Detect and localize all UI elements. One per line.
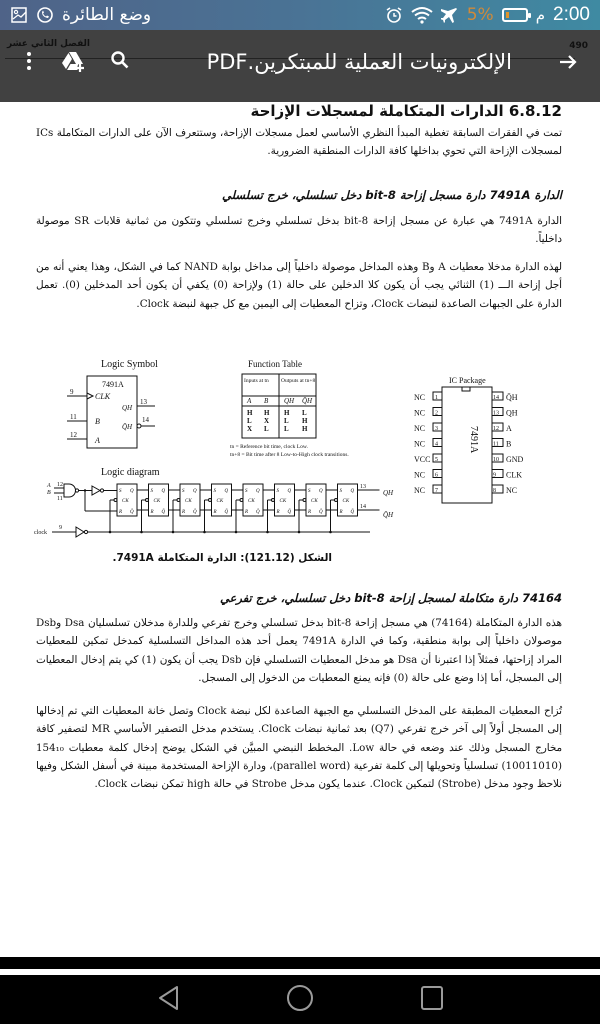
ic-pin-label: NC [506,486,518,495]
ff-qbar-label: Q̄ [161,510,166,515]
pin-clk-label: CLK [95,392,111,401]
ic-pin-label: VCC [414,455,431,464]
search-icon [110,50,130,74]
ff-q-label: Q [256,489,260,494]
notification-label: وضع الطائرة [62,5,152,25]
table-column-header: Q̄H [302,397,313,405]
ic-pin-label: NC [414,408,426,418]
nav-home-icon [286,984,314,1016]
ff-ck-label: CK [311,499,318,504]
logic-symbol-title: Logic Symbol [101,359,158,370]
ff-clock-bubble [146,499,149,502]
ic-package-chip: 7491A [468,426,479,454]
flip-flop [172,484,212,533]
nav-home-button[interactable] [270,975,330,1024]
ff-qbar-label: Q̄ [256,510,260,515]
flip-flop [266,484,306,533]
table-cell: X [264,417,270,425]
ff-clock-bubble [240,499,243,502]
flip-flop [140,484,180,533]
ff-r-label: R [245,510,249,515]
junction-dot [140,531,143,534]
logic-symbol-chip: 7491A [102,380,124,389]
junction-dot [203,531,206,534]
table-cell: L [302,409,307,417]
ff-r-label: R [150,510,154,515]
nav-back-icon [157,985,179,1015]
output-qh-label: QH [383,489,394,497]
flip-flop [235,484,275,533]
ic-pin-label: GND [506,455,524,464]
ff-ck-label: CK [185,499,192,504]
pin-qh-label: QH [122,404,133,412]
ic-pin-label: A [506,424,512,433]
ff-clock-bubble [303,499,306,502]
ff-q-label: Q [224,489,229,494]
search-button[interactable] [108,50,132,74]
am-pm-label: م [535,6,546,24]
ic-pin-number: 5 [435,457,438,463]
battery-level [506,12,509,18]
intro-paragraph: تمت في الفقرات السابقة تغطية المبدأ النظري الأساسي لعمل مسجلات الإزاحة، وستتعرف الآن على الدارات المتكاملة ICs لمسجلات الإزاحة التي تحوي بداخلها كافة الدارات المنطقية الضرورية. [36,127,562,158]
table-cell: L [284,417,289,425]
battery-icon [502,8,528,22]
ff-r-label: R [308,510,312,515]
junction-dot [298,531,301,534]
more-options-button[interactable] [22,48,36,74]
pin-12: 12 [70,431,77,439]
ic-pin-number: 13 [493,410,499,417]
ff-s-label: S [119,489,122,494]
ff-ck-label: CK [122,499,129,504]
output-14-pin: 14 [360,504,366,510]
ff-clock-bubble [272,499,275,502]
buffer-gate [92,486,100,495]
flip-flop [203,484,243,533]
ff-ck-label: CK [342,499,350,504]
page-bottom-bar [0,957,600,969]
ic-pin-label: NC [414,486,426,495]
ff-r-label: R [276,510,280,515]
nand-gate [64,484,76,497]
junction-dot [266,531,269,534]
subheading-74164: 74164 دارة متكاملة لمسجل إزاحة 8-bit دخل تسلسلي، خرج تفرعي [219,591,562,605]
ic-pin-label: CLK [506,470,522,480]
pin-9: 9 [70,388,74,396]
junction-dot [235,531,238,534]
ff-q-label: Q [350,489,355,494]
ic-pin-label: NC [414,470,426,480]
ic-pin-label: NC [414,393,426,402]
drive-add-icon [61,50,85,76]
ic-pin-number: 3 [435,426,438,432]
more-vert-icon-dot [27,59,31,63]
ic-pin-number: 12 [493,426,499,432]
ff-ck-label: CK [153,499,161,504]
pin-b-label: B [95,417,100,426]
ff-q-label: Q [130,489,134,494]
table-cell: L [264,425,269,433]
nav-back-button[interactable] [138,975,198,1024]
status-bar-left [10,5,151,25]
ic-package-title: IC Package [449,376,486,385]
alarm-icon [385,6,403,24]
input-a-label: A [47,483,51,489]
ff-s-label: S [182,489,185,494]
input-a-pin: 12 [57,482,63,488]
table-cell: L [284,425,289,433]
pdf-page[interactable] [0,102,600,957]
ic-pin-label: B [506,439,512,449]
logic-diagram-title: Logic diagram [101,467,160,478]
table-note-2: tn+8 = Bit time after 8 Low-to-High clock transitions. [230,452,349,458]
gallery-icon [10,6,28,24]
back-button[interactable] [556,52,580,76]
ff-s-label: S [245,489,248,494]
ff-qbar-label: Q̄ [319,510,323,515]
table-group-inputs: Inputs at tn [244,378,269,384]
ic-pin-label: QH [506,408,518,418]
figure-caption: الشكل (121.12): الدارة المتكاملة 7491A. [112,552,332,564]
input-b-pin: 11 [57,496,63,502]
ic-pin-number: 14 [493,395,499,401]
paragraph-74164-1: هذه الدارة المتكاملة (74164) هي مسجل إزاحة 8-bit بدخل تسلسلي وخرج تفرعي وللدارة مدخلان تسلسليان Dsa وDsb موصولان داخلياً إلى بوابة منطقية، وكما في الدارة 7491A يعمل أحد هذه المداخل التسلسلية كمدخل تمكين للمعطيات المراد إزاحتها، فمثلاً إذا اعتبرنا أن Dsa هو مدخل المعطيات التسلسلي فإن Dsb يجب أن يكون (1) كي يتم إدخال المعطيات إلى المسجل، أما إذا وضع على حالة (0) فإنه يمنع المعطيات من الدخول إلى المسجل. [36,617,562,684]
navigation-bar [0,975,600,1024]
paragraph-74164-2: تُزاح المعطيات المطبقة على المدخل التسلسلي مع الجبهة الصاعدة لكل نبضة Clock وتصل خانة المعطيات التي تم إدخالها إلى المسجل أولاً إلى آخر خرج تفرعي (Q7) بعد ثمانية نبضات Clock. يستخدم مدخل التصفير الأساسي MR لتصفير كافة مخارج المسجل وذلك عند وضعه في حالة Low. المخطط النبضي المبيَّن في الشكل يوضح إدخال كلمة معطيات 154₁₀ (10011010) تسلسلياً وتحويلها إلى كلمة تفرعية (parallel word)، ودارة الإزاحة المستخدمة مبينة في أسفل الشكل وفيها نلاحظ وجود مدخل (Strobe) لتمكين Clock. عندما يكون مدخل Strobe في حالة high تمكن نبضات Clock. [36,705,563,791]
table-note-1: tn = Reference bit time, clock Low. [230,444,308,450]
ic-pin-number: 6 [435,472,438,479]
battery-percent: 5% [466,5,494,25]
ic-package [414,376,524,503]
table-cell: X [247,425,253,433]
more-vert-icon-dot [27,52,31,56]
ff-s-label: S [213,489,216,494]
app-toolbar [0,30,600,102]
ff-r-label: R [119,510,123,515]
ff-q-label: Q [287,489,292,494]
output-qhbar-label: Q̄H [383,511,394,519]
add-to-drive-button[interactable] [60,50,86,76]
junction-dot [329,531,332,534]
page-running-header: الفصل الثاني عشر [7,39,91,49]
ff-clock-bubble [209,499,212,502]
junction-dot [172,531,175,534]
flip-flop [109,484,149,533]
pin-11: 11 [70,413,77,421]
pin-14: 14 [142,416,149,424]
ff-r-label: R [339,510,343,515]
airplane-icon [441,6,459,24]
clock-label: clock [34,530,47,536]
wifi-icon [411,6,433,24]
ic-pin-label: Q̄H [506,393,518,402]
table-cell: H [247,409,253,417]
ff-s-label: S [150,489,153,494]
ic-pin-number: 2 [435,410,438,417]
function-table [230,359,349,458]
ff-ck-label: CK [279,499,287,504]
table-cell: H [302,425,308,433]
ff-s-label: S [339,489,342,494]
page-number: 490 [569,41,588,51]
nav-recents-button[interactable] [402,975,462,1024]
ff-clock-bubble [114,499,117,502]
table-column-header: QH [284,397,295,405]
more-vert-icon [27,66,31,70]
table-column-header: B [264,397,269,405]
ff-clock-bubble [177,499,180,502]
ff-qbar-label: Q̄ [350,510,355,515]
pin-a-label: A [95,436,100,445]
table-cell: H [302,417,308,425]
ff-qbar-label: Q̄ [287,510,292,515]
status-bar [0,0,600,30]
whatsapp-icon [36,6,54,24]
ic-pin-number: 11 [493,441,499,448]
status-time: 2:00 [553,4,590,25]
ff-qbar-label: Q̄ [130,510,134,515]
flip-flop [329,484,379,533]
ff-s-label: S [276,489,279,494]
output-13-pin: 13 [360,484,366,490]
status-bar-right [385,4,590,26]
ic-pin-number: 9 [493,472,496,479]
ff-q-label: Q [161,489,166,494]
pin-13: 13 [140,398,147,406]
paragraph-7491a-2: لهذه الدارة مدخلا معطيات A وB وهذه المداخل موصولة داخلياً إلى مداخل بوابة NAND كما في الشكل، وهذا يعني أنه من أجل إزاحة الـــ (1) الثنائي يجب أن يكون كلا الدخلين على حالة (1) ولإزاحة (0) يكفي أن يكون أحد المدخلين (0). تعمل الدارة على الجبهات الصاعدة لنبضات Clock، وتزاح المعطيات إلى اليمين مع كل جبهة لنبضة Clock. [36,261,562,310]
ic-pin-label: NC [414,424,426,433]
ff-s-label: S [308,489,311,494]
document-title: الإلكترونيات العملية للمبتكرين.PDF [206,50,512,74]
logic-symbol [67,359,158,448]
figure-7491a [30,354,570,542]
subheading-7491a: الدارة 7491A دارة مسجل إزاحة 8-bit دخل تسلسلي، خرج تسلسلي [222,188,562,202]
table-cell: H [284,409,290,417]
function-table-title: Function Table [248,359,302,369]
table-column-header: A [247,397,252,405]
ff-clock-bubble [335,499,338,502]
ff-q-label: Q [319,489,323,494]
input-b-label: B [47,490,51,496]
ff-qbar-label: Q̄ [224,510,229,515]
clock-pin: 9 [59,525,62,531]
pin-qhbar-label: Q̄H [122,423,133,431]
ic-pin-label: NC [414,439,426,449]
ic-pin-number: 8 [493,488,496,494]
paragraph-7491a-1: الدارة 7491A هي عبارة عن مسجل إزاحة 8-bit بدخل تسلسلي وخرج تسلسلي وتتكون من ثمانية قلابات SR موصولة داخلياً. [36,215,562,246]
ic-pin-number: 7 [435,488,438,494]
arrow-right-icon [558,52,578,77]
ic-pin-number: 1 [435,395,438,401]
ic-pin-number: 10 [493,457,499,463]
logic-diagram [34,467,394,537]
ff-qbar-label: Q̄ [193,510,197,515]
ic-pin-number: 4 [435,441,438,448]
ff-ck-label: CK [216,499,224,504]
table-cell: H [264,409,270,417]
nav-recents-icon [420,985,444,1015]
ff-q-label: Q [193,489,197,494]
ff-r-label: R [182,510,186,515]
junction-dot [109,531,112,534]
table-cell: L [247,417,252,425]
flip-flop [298,484,338,533]
section-heading: 6.8.12 الدارات المتكاملة لمسجلات الإزاحة [250,102,562,120]
table-group-outputs: Outputs at tn+8 [281,378,316,384]
ff-r-label: R [213,510,217,515]
ff-ck-label: CK [248,499,255,504]
clock-inverter [76,527,84,537]
